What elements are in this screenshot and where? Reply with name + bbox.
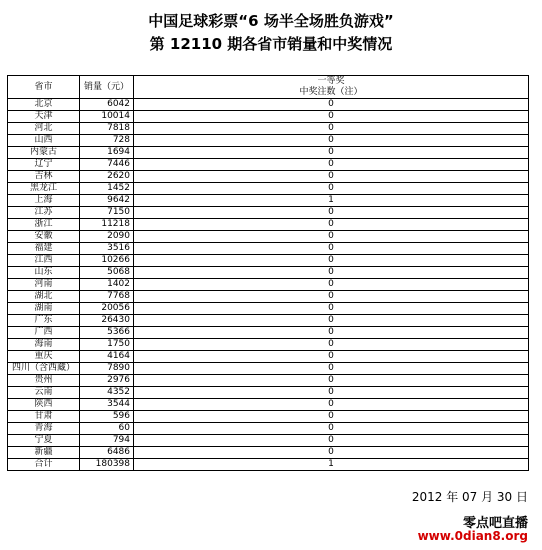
table-row — [8, 243, 529, 255]
province-cell: 内蒙古 — [8, 147, 80, 159]
province-cell: 湖南 — [8, 303, 80, 315]
winners-cell: 0 — [134, 219, 529, 231]
table-row — [8, 135, 529, 147]
winners-cell: 0 — [134, 99, 529, 111]
table-row — [8, 423, 529, 435]
table-row — [8, 123, 529, 135]
province-cell: 江苏 — [8, 207, 80, 219]
winners-cell: 0 — [134, 447, 529, 459]
province-cell: 吉林 — [8, 171, 80, 183]
table-row — [8, 375, 529, 387]
table-row — [8, 207, 529, 219]
table-row — [8, 399, 529, 411]
header-winning-bets-label: 中奖注数（注） — [299, 87, 363, 97]
table-row — [8, 447, 529, 459]
table-body — [8, 99, 529, 471]
header-first-prize — [134, 76, 529, 99]
province-cell: 甘肃 — [8, 411, 80, 423]
table-header — [8, 76, 529, 99]
province-cell: 天津 — [8, 111, 80, 123]
table-row — [8, 171, 529, 183]
table-row — [8, 291, 529, 303]
winners-cell: 0 — [134, 387, 529, 399]
table-row — [8, 327, 529, 339]
winners-cell: 0 — [134, 135, 529, 147]
province-cell: 河北 — [8, 123, 80, 135]
winners-cell: 0 — [134, 351, 529, 363]
winners-cell: 0 — [134, 423, 529, 435]
sales-cell: 1750 — [80, 339, 134, 351]
winners-cell: 1 — [134, 195, 529, 207]
table-row — [8, 147, 529, 159]
table-row — [8, 411, 529, 423]
winners-cell: 0 — [134, 183, 529, 195]
sales-cell: 7818 — [80, 123, 134, 135]
winners-cell: 0 — [134, 279, 529, 291]
province-cell: 重庆 — [8, 351, 80, 363]
province-cell: 安徽 — [8, 231, 80, 243]
sales-cell: 1402 — [80, 279, 134, 291]
sales-cell: 3544 — [80, 399, 134, 411]
table-row — [8, 255, 529, 267]
sales-cell: 3516 — [80, 243, 134, 255]
province-cell: 云南 — [8, 387, 80, 399]
province-cell: 福建 — [8, 243, 80, 255]
winners-cell: 0 — [134, 111, 529, 123]
sales-cell: 5068 — [80, 267, 134, 279]
table-row — [8, 279, 529, 291]
winners-cell: 0 — [134, 159, 529, 171]
table-row — [8, 387, 529, 399]
sales-cell: 6486 — [80, 447, 134, 459]
header-first-prize-label: 一等奖 — [317, 76, 345, 86]
province-cell: 贵州 — [8, 375, 80, 387]
total-row — [8, 459, 529, 471]
province-cell: 合计 — [8, 459, 80, 471]
province-cell: 广东 — [8, 315, 80, 327]
sales-cell: 11218 — [80, 219, 134, 231]
sales-cell: 10014 — [80, 111, 134, 123]
sales-cell: 4164 — [80, 351, 134, 363]
sales-cell: 7446 — [80, 159, 134, 171]
sales-cell: 20056 — [80, 303, 134, 315]
province-cell: 黑龙江 — [8, 183, 80, 195]
winners-cell: 0 — [134, 327, 529, 339]
watermark-url: www.0dian8.org — [417, 529, 528, 543]
sales-cell: 7150 — [80, 207, 134, 219]
sales-cell: 10266 — [80, 255, 134, 267]
province-cell: 海南 — [8, 339, 80, 351]
table-row — [8, 159, 529, 171]
province-cell: 江西 — [8, 255, 80, 267]
table-row — [8, 267, 529, 279]
table-row — [8, 99, 529, 111]
table-row — [8, 231, 529, 243]
winners-cell: 0 — [134, 363, 529, 375]
province-cell: 河南 — [8, 279, 80, 291]
header-sales: 销量（元） — [80, 76, 134, 99]
winners-cell: 0 — [134, 243, 529, 255]
report-date: 2012 年 07 月 30 日 — [411, 490, 528, 504]
table-row — [8, 183, 529, 195]
winners-cell: 0 — [134, 123, 529, 135]
sales-cell: 60 — [80, 423, 134, 435]
table-row — [8, 195, 529, 207]
winners-cell: 0 — [134, 255, 529, 267]
winners-cell: 0 — [134, 267, 529, 279]
header-province: 省市 — [8, 76, 80, 99]
province-cell: 上海 — [8, 195, 80, 207]
winners-cell: 0 — [134, 231, 529, 243]
province-cell: 辽宁 — [8, 159, 80, 171]
province-cell: 浙江 — [8, 219, 80, 231]
table-row — [8, 303, 529, 315]
table-row — [8, 339, 529, 351]
sales-cell: 6042 — [80, 99, 134, 111]
table-row — [8, 315, 529, 327]
winners-cell: 1 — [134, 459, 529, 471]
province-cell: 山东 — [8, 267, 80, 279]
page-subtitle: 第 12110 期各省市销量和中奖情况 — [149, 35, 393, 53]
sales-cell: 180398 — [80, 459, 134, 471]
province-cell: 广西 — [8, 327, 80, 339]
winners-cell: 0 — [134, 207, 529, 219]
province-cell: 陕西 — [8, 399, 80, 411]
sales-cell: 1452 — [80, 183, 134, 195]
sales-cell: 2620 — [80, 171, 134, 183]
province-cell: 湖北 — [8, 291, 80, 303]
winners-cell: 0 — [134, 375, 529, 387]
sales-cell: 7890 — [80, 363, 134, 375]
table-row — [8, 219, 529, 231]
province-cell: 宁夏 — [8, 435, 80, 447]
sales-cell: 26430 — [80, 315, 134, 327]
sales-cell: 2090 — [80, 231, 134, 243]
winners-cell: 0 — [134, 435, 529, 447]
sales-cell: 7768 — [80, 291, 134, 303]
province-cell: 北京 — [8, 99, 80, 111]
sales-cell: 5366 — [80, 327, 134, 339]
province-cell: 新疆 — [8, 447, 80, 459]
sales-cell: 2976 — [80, 375, 134, 387]
province-cell: 四川（含西藏） — [8, 363, 80, 375]
winners-cell: 0 — [134, 171, 529, 183]
sales-cell: 794 — [80, 435, 134, 447]
winners-cell: 0 — [134, 411, 529, 423]
sales-cell: 1694 — [80, 147, 134, 159]
winners-cell: 0 — [134, 303, 529, 315]
table-row — [8, 351, 529, 363]
province-cell: 青海 — [8, 423, 80, 435]
header-row — [8, 76, 529, 99]
winners-cell: 0 — [134, 399, 529, 411]
page-title: 中国足球彩票“6 场半全场胜负游戏” — [148, 12, 394, 30]
sales-cell: 728 — [80, 135, 134, 147]
sales-cell: 596 — [80, 411, 134, 423]
watermark-text: 零点吧直播 — [462, 516, 528, 531]
winners-cell: 0 — [134, 315, 529, 327]
table-row — [8, 111, 529, 123]
sales-cell: 9642 — [80, 195, 134, 207]
province-cell: 山西 — [8, 135, 80, 147]
table-row — [8, 435, 529, 447]
winners-cell: 0 — [134, 291, 529, 303]
winners-cell: 0 — [134, 339, 529, 351]
table-row — [8, 363, 529, 375]
sales-table — [7, 75, 529, 471]
sales-cell: 4352 — [80, 387, 134, 399]
winners-cell: 0 — [134, 147, 529, 159]
